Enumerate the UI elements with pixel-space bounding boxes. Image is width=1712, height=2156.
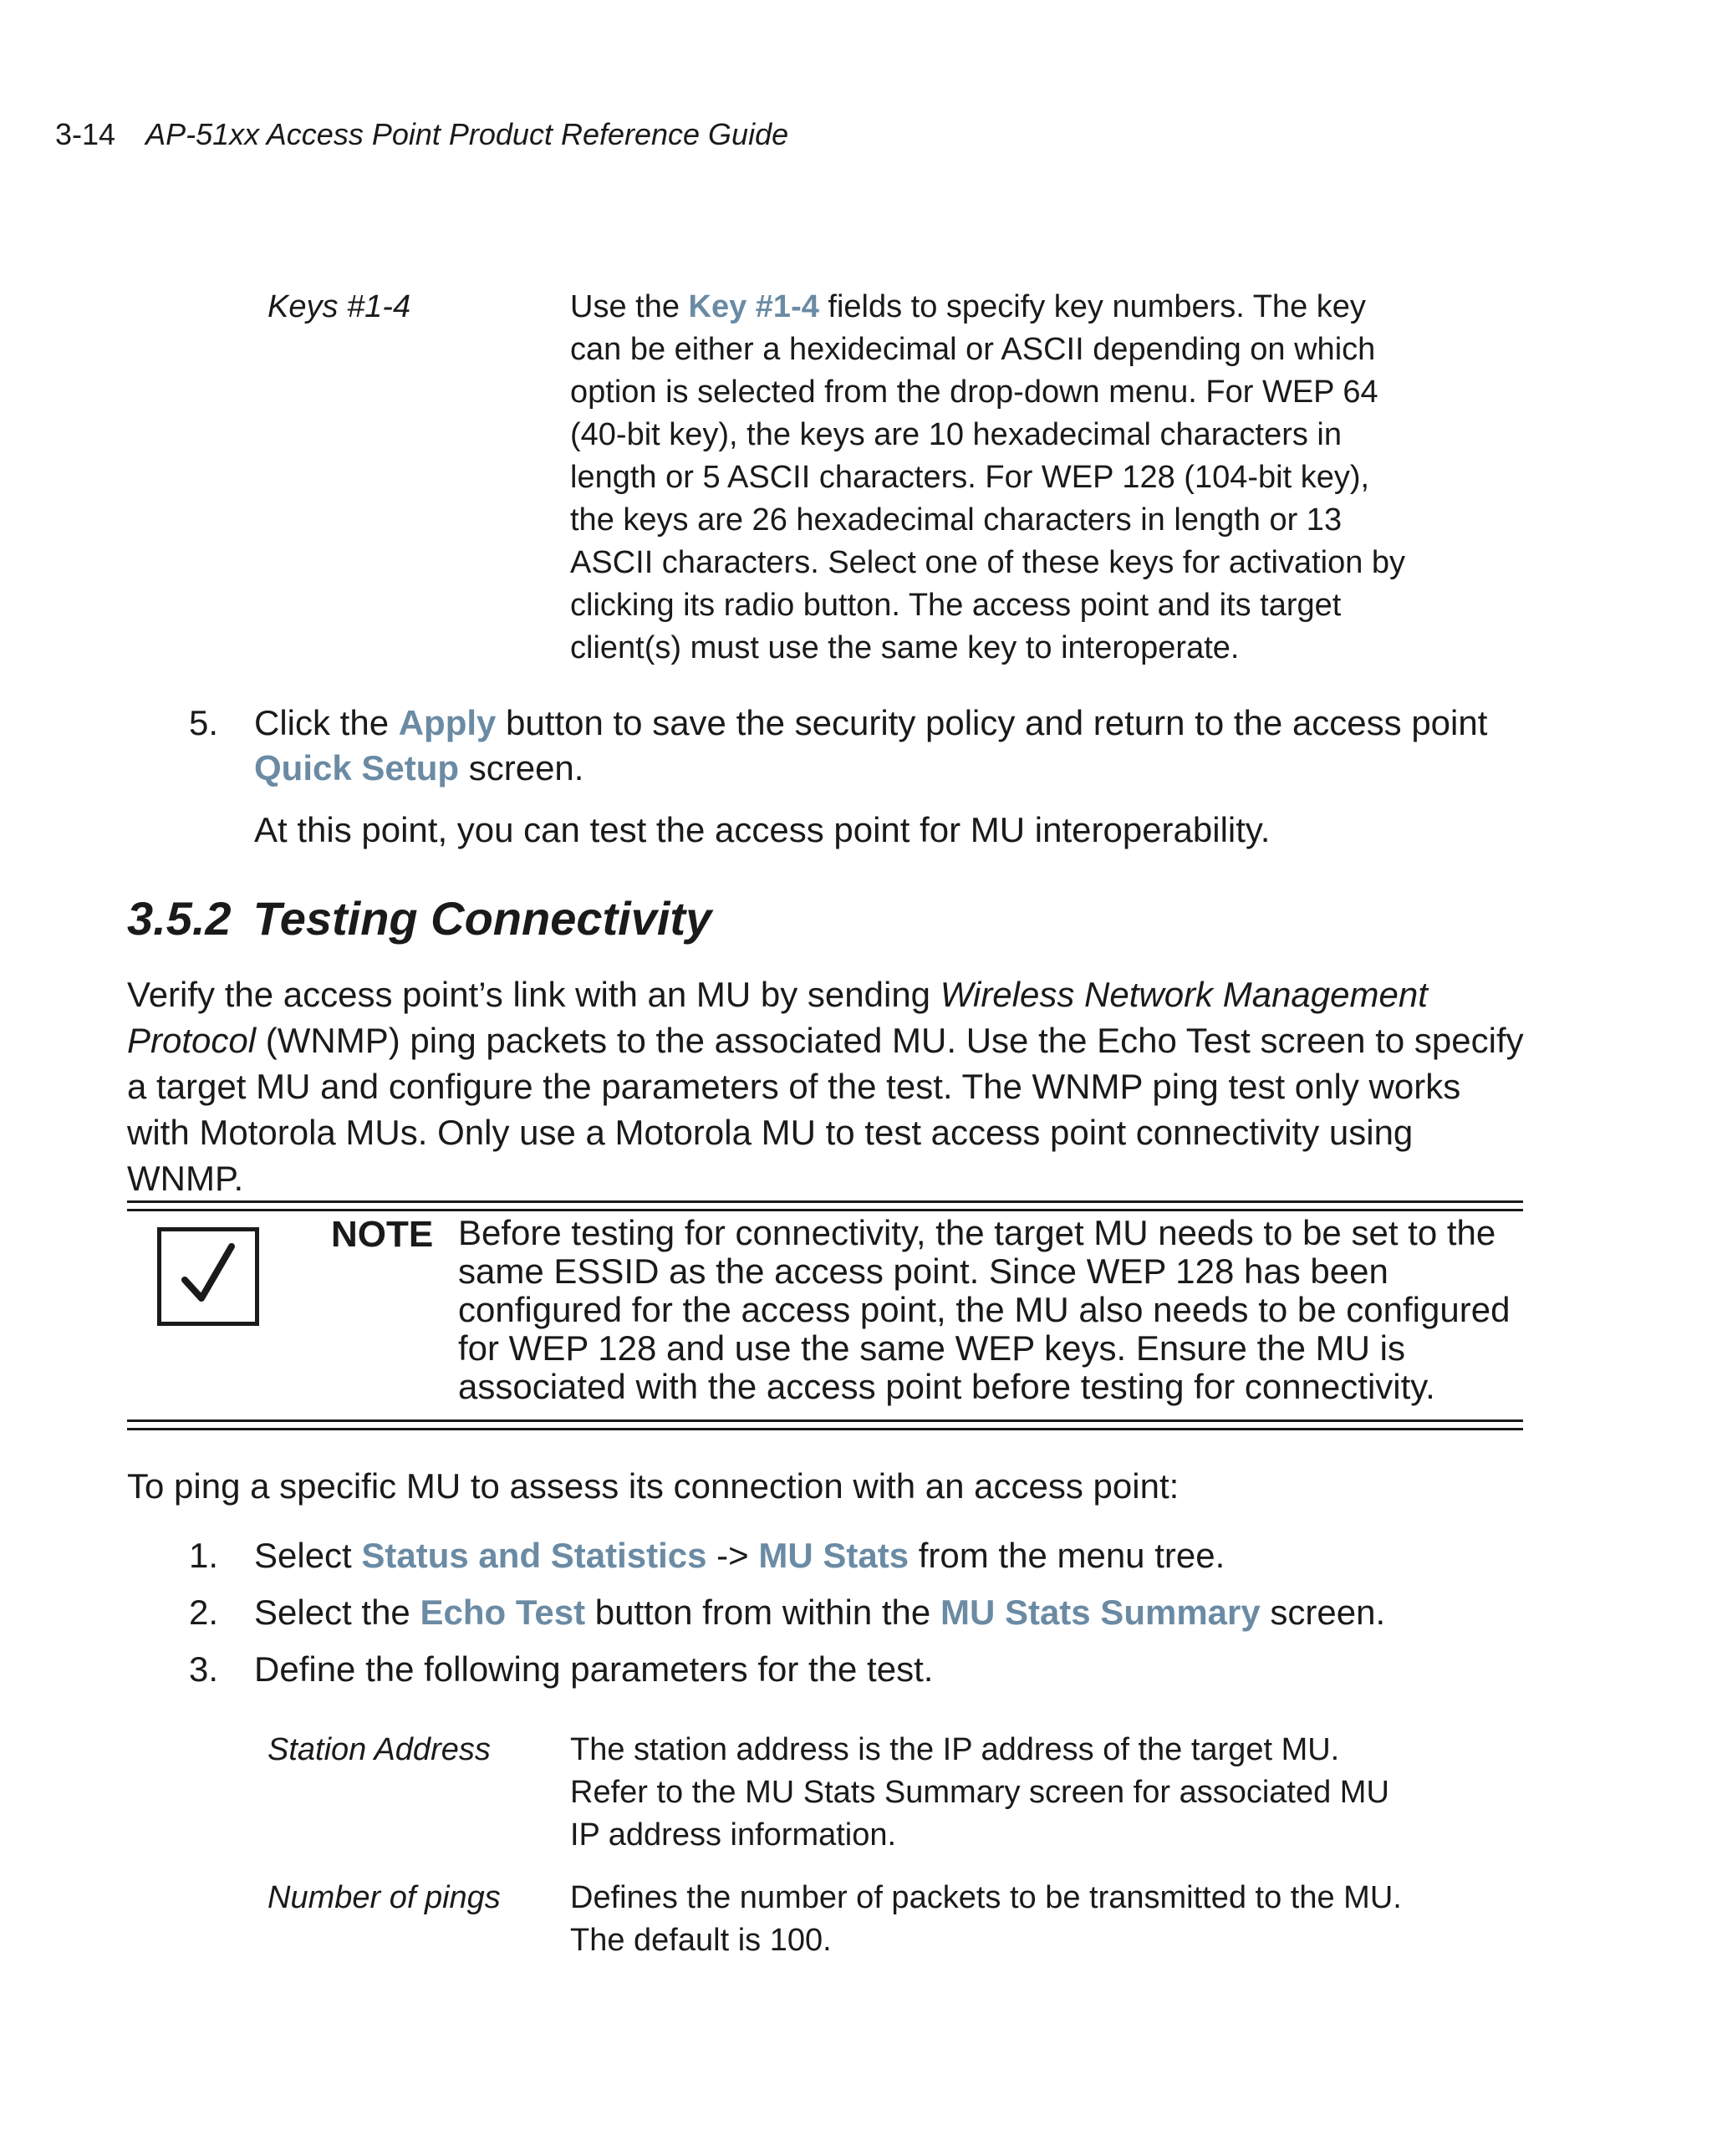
followup-text: At this point, you can test the access point for MU interoperability. (254, 810, 1271, 849)
quick-setup-link: Quick Setup (254, 748, 460, 787)
apply-link: Apply (398, 703, 497, 742)
note-box (127, 1200, 1523, 1430)
step5-mid: button to save the security policy and return to the access point (496, 703, 1488, 742)
intro-pre: Verify the access point’s link with an MU by sending (127, 975, 940, 1014)
page-header (55, 117, 788, 152)
step-text: Define the following parameters for the test. (254, 1649, 934, 1689)
step-text (254, 1533, 1491, 1578)
keys-term: Keys #1-4 (268, 289, 411, 324)
param-description: The station address is the IP address of the target MU. Refer to the MU Stats Summary screen for associated MU IP address information. (570, 1732, 1389, 1853)
intro-post: (WNMP) ping packets to the associated MU. Use the Echo Test screen to specify a target MU and configure the parameters of the test. The WNMP ping test only works with Motorola MUs. Only use a Motorola MU to test access point connectivity using WNMP. (127, 1021, 1524, 1198)
step2-mid: button from within the (585, 1593, 940, 1632)
param-term: Number of pings (268, 1880, 501, 1915)
mu-stats-link: MU Stats (758, 1536, 910, 1575)
step-number: 1. (189, 1536, 219, 1575)
step-text (254, 701, 1491, 791)
note-rule (127, 1428, 1523, 1430)
section-title: Testing Connectivity (252, 892, 712, 945)
note-rule (127, 1200, 1523, 1203)
status-statistics-link: Status and Statistics (361, 1536, 707, 1575)
step-number: 5. (189, 703, 219, 742)
step-number: 2. (189, 1593, 219, 1632)
param-description: Defines the number of packets to be transmitted to the MU. The default is 100. (570, 1880, 1402, 1958)
key-fields-link: Key #1-4 (688, 289, 819, 324)
step2-post: screen. (1260, 1593, 1386, 1632)
step1-mid: -> (706, 1536, 759, 1575)
step2-pre: Select the (254, 1593, 420, 1632)
page-number: 3-14 (55, 117, 116, 151)
note-text: Before testing for connectivity, the target MU needs to be set to the same ESSID as the access point. Since WEP 128 has been configured for the access point, the MU also needs to be configured for WEP 128 and use the same WEP keys. Ensure the MU is associated with the access point before testing for connectivity. (458, 1213, 1511, 1406)
step5-post: screen. (459, 748, 584, 787)
note-label: NOTE (331, 1214, 434, 1255)
step5-pre: Click the (254, 703, 399, 742)
keys-desc-pre: Use the (570, 289, 689, 324)
mu-stats-summary-link: MU Stats Summary (940, 1593, 1261, 1632)
checkmark-icon (157, 1227, 259, 1326)
section-heading (127, 891, 711, 945)
procedure-lead: To ping a specific MU to assess its connection with an access point: (127, 1466, 1180, 1506)
step1-pre: Select (254, 1536, 362, 1575)
note-rule (127, 1209, 1523, 1211)
note-rule (127, 1419, 1523, 1422)
step1-post: from the menu tree. (909, 1536, 1225, 1575)
step-text (254, 1590, 1491, 1635)
section-number: 3.5.2 (127, 892, 232, 945)
step-number: 3. (189, 1649, 219, 1689)
param-term: Station Address (268, 1732, 491, 1767)
echo-test-link: Echo Test (420, 1593, 586, 1632)
keys-description (570, 286, 1406, 670)
guide-title: AP-51xx Access Point Product Reference Guide (145, 117, 789, 151)
section-intro (127, 971, 1531, 1201)
wnmp-term: Wireless Network Management Protocol (127, 975, 1428, 1060)
keys-desc-post: fields to specify key numbers. The key can be either a hexidecimal or ASCII depending on which option is selected from the drop-down menu. For WEP 64 (40-bit key), the keys are 10 hexadecimal characters in length or 5 ASCII characters. For WEP 128 (104-bit key), the keys are 26 hexadecimal characters in length or 13 ASCII characters. Select one of these keys for activation by clicking its radio button. The access point and its target client(s) must use the same key to interoperate. (570, 289, 1406, 665)
